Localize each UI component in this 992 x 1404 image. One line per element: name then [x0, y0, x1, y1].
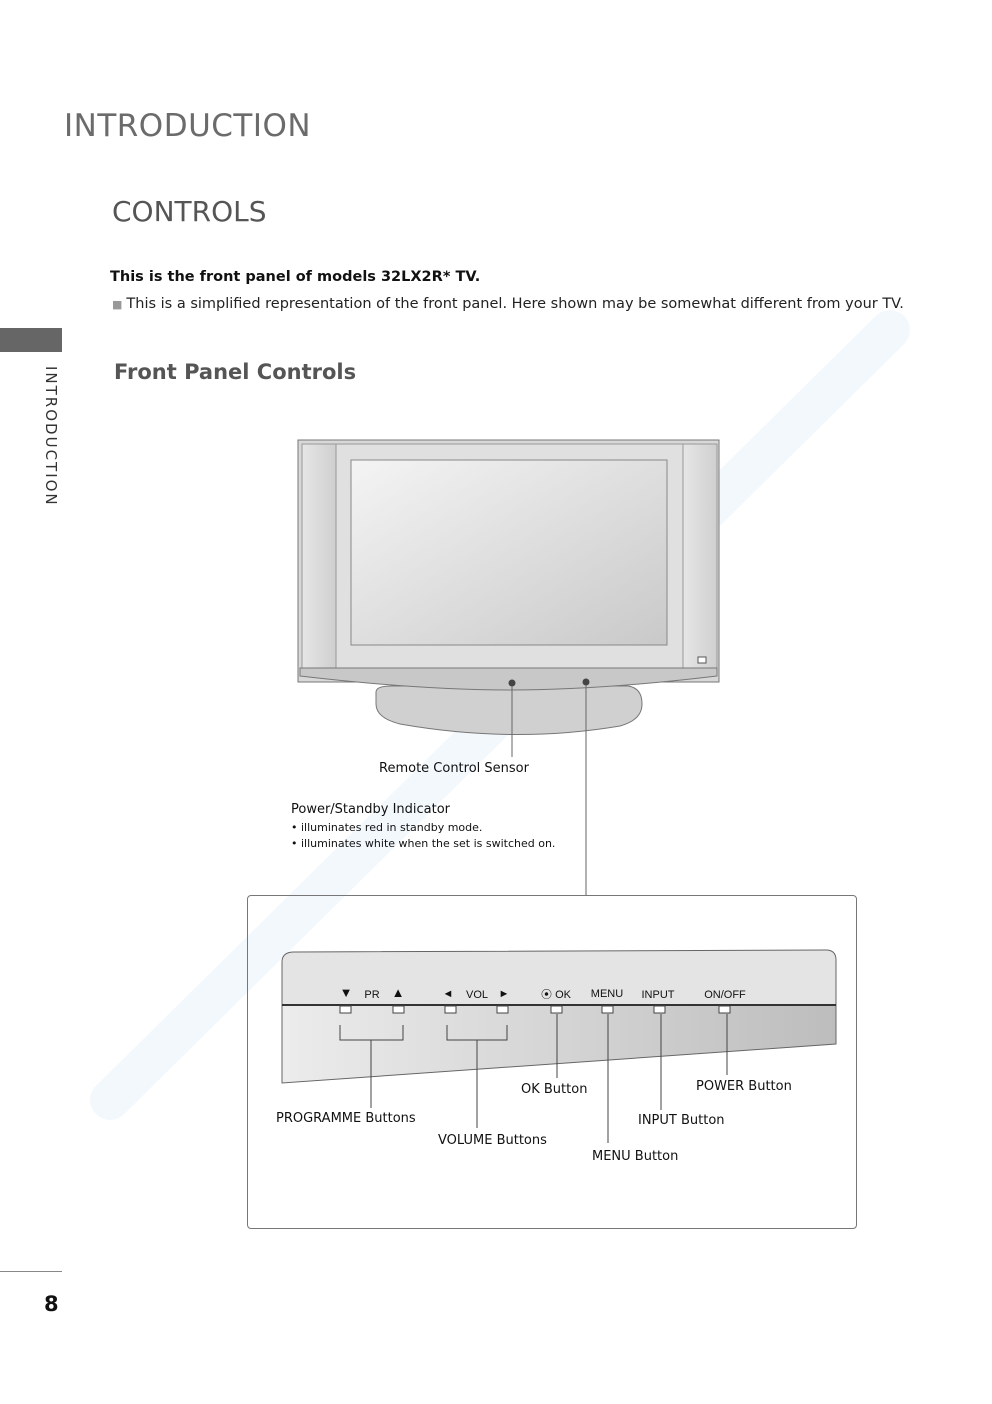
pr-up-caption: ▲: [391, 985, 405, 1000]
onoff-caption: ON/OFF: [704, 989, 746, 1001]
remote-sensor-label: Remote Control Sensor: [379, 761, 529, 776]
bullet-square-icon: ■: [112, 298, 123, 311]
page-number: 8: [44, 1292, 59, 1316]
programme-buttons-label: PROGRAMME Buttons: [276, 1111, 416, 1126]
power-indicator-label: Power/Standby Indicator: [291, 802, 451, 817]
pr-down-caption: ▼: [339, 985, 353, 1000]
vol-caption: VOL: [465, 989, 489, 1001]
section-title: INTRODUCTION: [64, 108, 312, 144]
footer-rule: [0, 1271, 62, 1272]
subsection-title: Front Panel Controls: [114, 360, 357, 384]
vol-left-key: [445, 1006, 456, 1013]
input-button-label: INPUT Button: [638, 1113, 725, 1128]
menu-key: [602, 1006, 613, 1013]
pr-caption: PR: [364, 989, 380, 1001]
power-button-label: POWER Button: [696, 1079, 792, 1094]
vol-right-key: [497, 1006, 508, 1013]
volume-buttons-label: VOLUME Buttons: [438, 1133, 547, 1148]
power-indicator-bullet: • illuminates red in standby mode.: [291, 821, 483, 834]
menu-button-label: MENU Button: [592, 1149, 679, 1164]
onoff-key: [719, 1006, 730, 1013]
page-title: CONTROLS: [112, 195, 267, 228]
input-key: [654, 1006, 665, 1013]
panel-front: [282, 1005, 836, 1083]
power-indicator-bullet: • illuminates white when the set is switched on.: [291, 837, 556, 850]
ok-button-label: OK Button: [521, 1082, 588, 1097]
subtitle: This is the front panel of models 32LX2R* TV.: [110, 269, 481, 285]
menu-caption: MENU: [590, 988, 624, 1000]
pr-down-key: [340, 1006, 351, 1013]
pr-up-key: [393, 1006, 404, 1013]
input-caption: INPUT: [641, 989, 675, 1001]
ok-caption: ⦿ OK: [541, 989, 571, 1001]
side-label: INTRODUCTION: [42, 366, 60, 507]
ok-key: [551, 1006, 562, 1013]
note-text: This is a simplified representation of the front panel. Here shown may be somewhat different from your TV.: [126, 296, 904, 312]
vol-left-caption: ◄: [442, 988, 454, 1000]
vol-right-caption: ►: [498, 988, 510, 1000]
